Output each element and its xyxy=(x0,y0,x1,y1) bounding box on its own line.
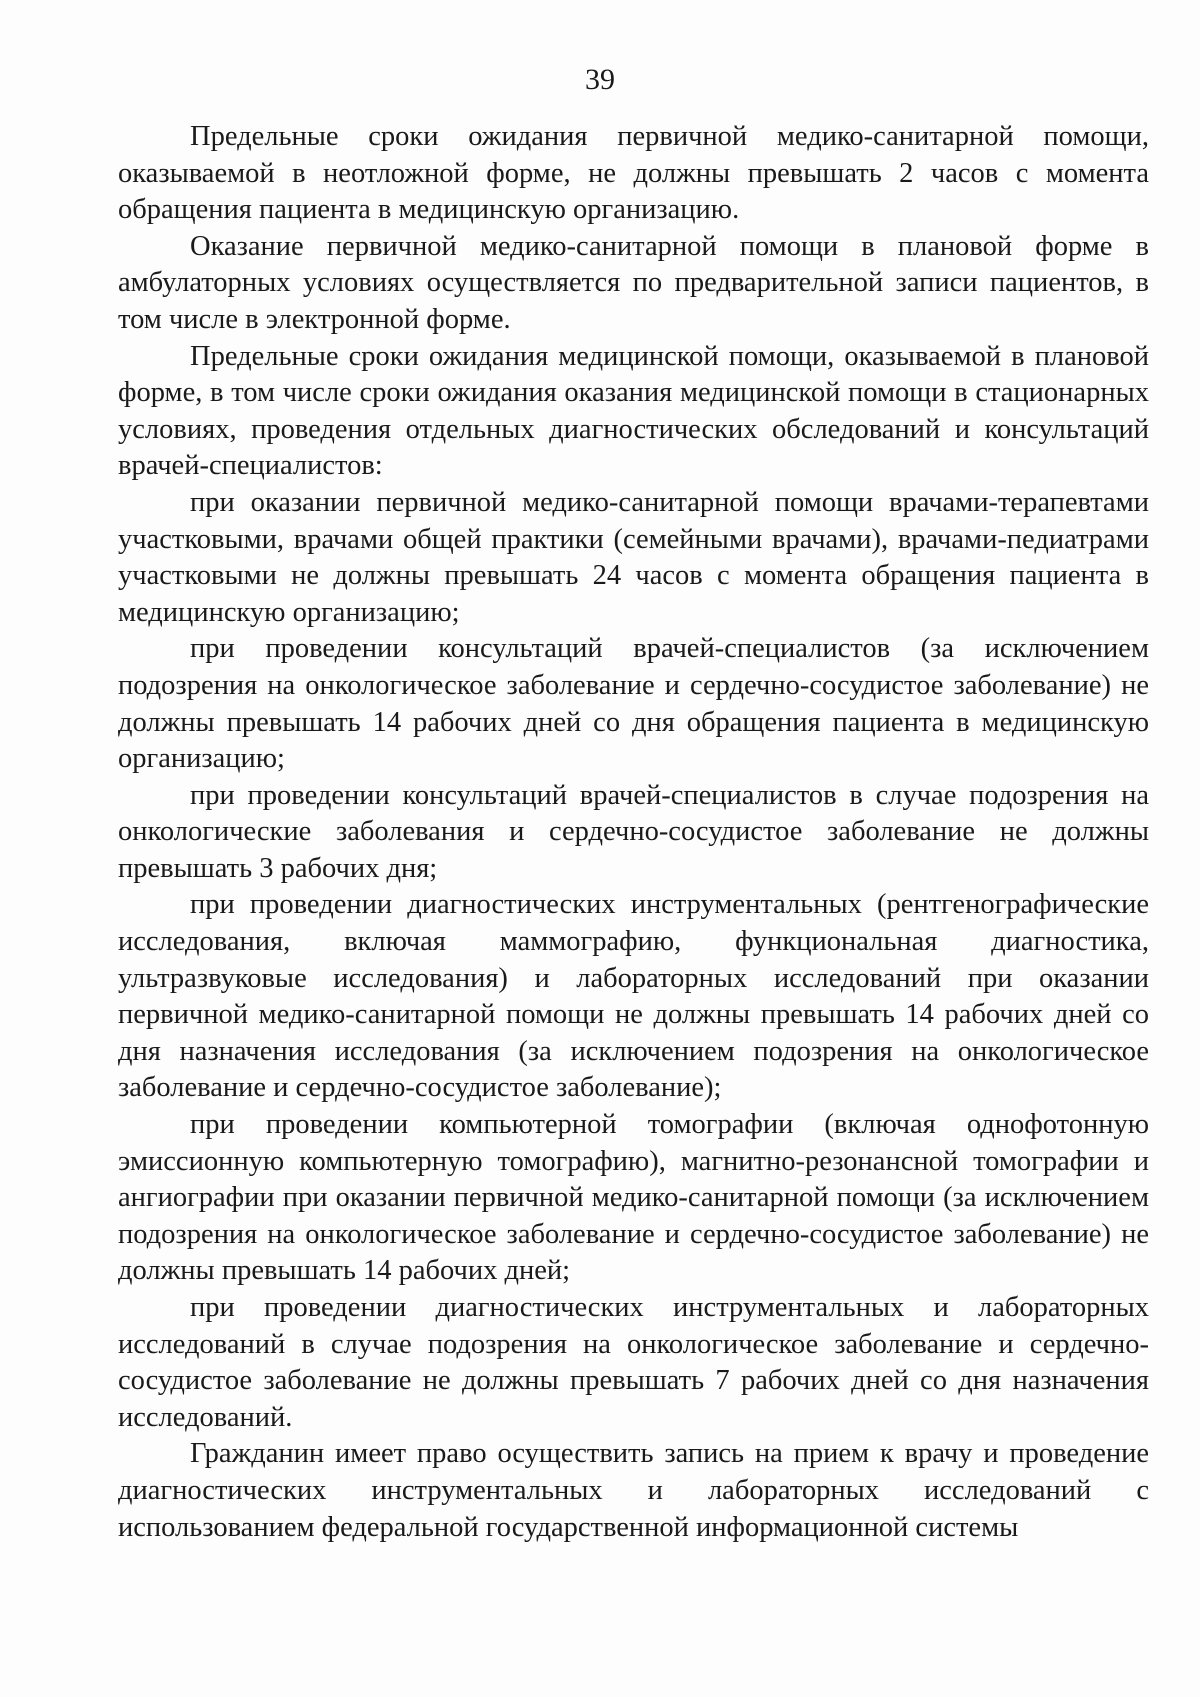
list-item-diagnostics-suspected-7-days: при проведении диагностических инструментальных и лабораторных исследований в случае подозрения на онкологическое заболевание и сердечно-сосудистое заболевание не должны превышать 7 рабочих дней со дня назначения исследований. xyxy=(118,1292,1149,1433)
paragraph-emergency-waiting-time: Предельные сроки ожидания первичной медико-санитарной помощи, оказываемой в неотложной форме, не должны превышать 2 часов с момента обращения пациента в медицинскую организацию. xyxy=(118,121,1149,226)
list-item-specialist-14-days: при проведении консультаций врачей-специалистов (за исключением подозрения на онкологическое заболевание и сердечно-сосудистое заболевание) не должны превышать 14 рабочих дней со дня обращения пациента в медицинскую организацию; xyxy=(118,633,1149,775)
paragraph-planned-care-appointment: Оказание первичной медико-санитарной помощи в плановой форме в амбулаторных условиях осуществляется по предварительной записи пациентов, в том числе в электронной форме. xyxy=(118,230,1149,335)
list-item-primary-care-24-hours: при оказании первичной медико-санитарной помощи врачами-терапевтами участковыми, врачами общей практики (семейными врачами), врачами-педиатрами участковыми не должны превышать 24 часов с момента обращения пациента в медицинскую организацию; xyxy=(118,486,1149,628)
list-item-specialist-suspected-3-days: при проведении консультаций врачей-специалистов в случае подозрения на онкологические заболевания и сердечно-сосудистое заболевание не должны превышать 3 рабочих дня; xyxy=(118,779,1149,884)
page-number: 39 xyxy=(585,63,615,96)
list-item-tomography-14-days: при проведении компьютерной томографии (включая однофотонную эмиссионную компьютерную томографию), магнитно-резонансной томографии и ангиографии при оказании первичной медико-санитарной помощи (за исключением подозрения на онкологическое заболевание и сердечно-сосудистое заболевание) не должны превышать 14 рабочих дней; xyxy=(118,1109,1149,1287)
paragraph-planned-waiting-times: Предельные сроки ожидания медицинской помощи, оказываемой в плановой форме, в том числе сроки ожидания оказания медицинской помощи в стационарных условиях, проведения отдельных диагностических обследований и консультаций врачей-специалистов: xyxy=(118,340,1149,482)
paragraph-online-appointment-right: Гражданин имеет право осуществить запись на прием к врачу и проведение диагностических инструментальных и лабораторных исследований с использованием федеральной государственной информационной системы xyxy=(118,1438,1149,1543)
document-body xyxy=(118,119,1149,1546)
list-item-diagnostics-14-days: при проведении диагностических инструментальных (рентгенографические исследования, включая маммографию, функциональная диагностика, ультразвуковые исследования) и лабораторных исследований при оказании первичной медико-санитарной помощи не должны превышать 14 рабочих дней со дня назначения исследования (за исключением подозрения на онкологическое заболевание и сердечно-сосудистое заболевание); xyxy=(118,889,1149,1104)
